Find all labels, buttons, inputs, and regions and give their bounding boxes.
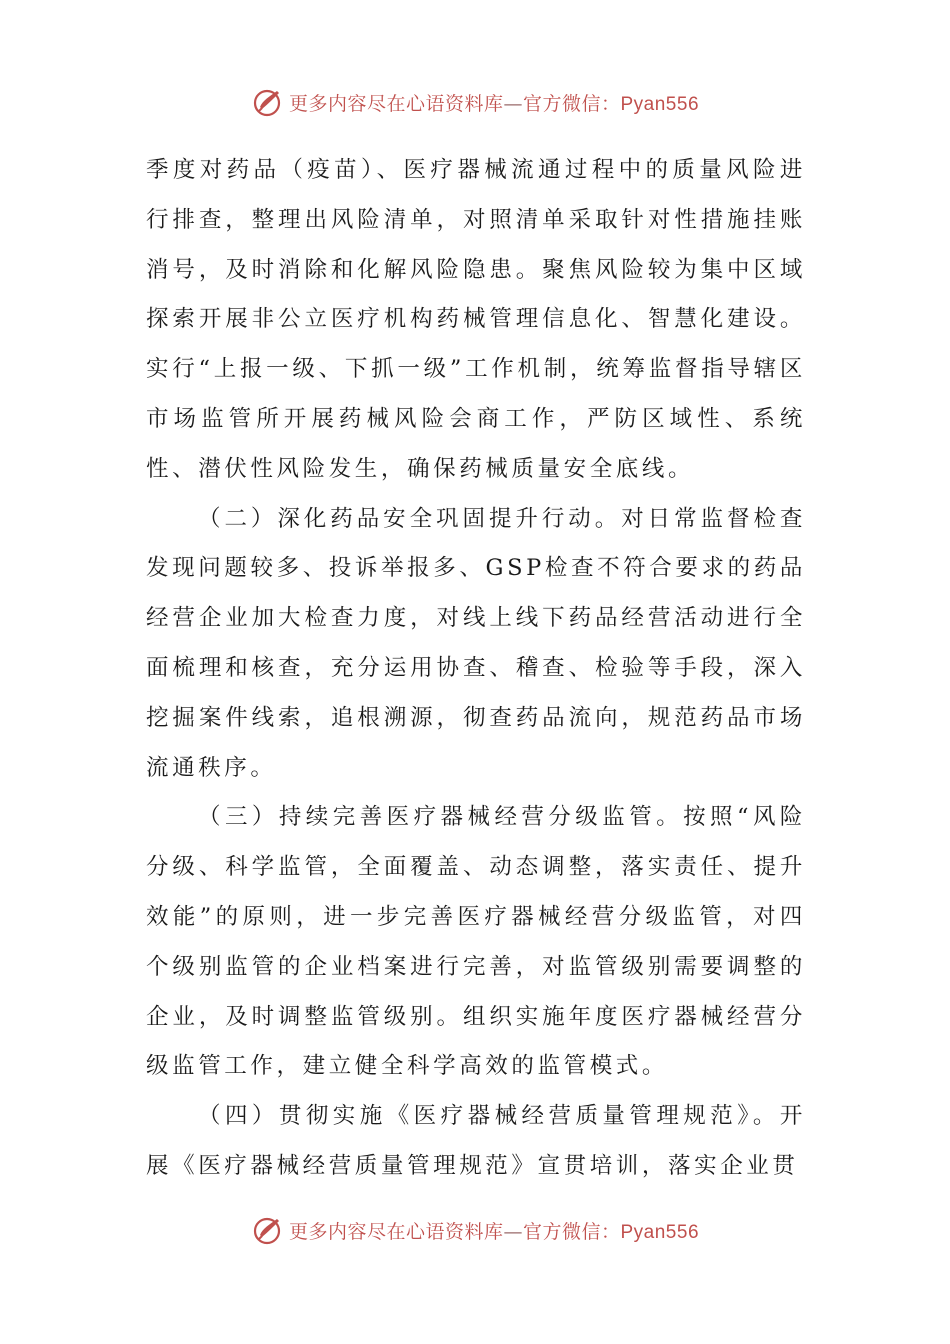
watermark-main-text: 更多内容尽在心语资料库 <box>288 1220 504 1243</box>
watermark-separator: — <box>503 92 523 115</box>
watermark-wechat-id: Pyan556 <box>620 1221 700 1243</box>
watermark-main-text: 更多内容尽在心语资料库 <box>288 92 504 115</box>
header-watermark-banner <box>0 82 950 122</box>
footer-watermark-banner <box>0 1210 950 1250</box>
watermark-wechat-label: 官方微信： <box>522 1220 621 1243</box>
paragraph-4: （四）贯彻实施《医疗器械经营质量管理规范》。开展《医疗器械经营质量管理规范》宣贯培训，落实企业贯 <box>146 1103 806 1179</box>
document-body <box>146 146 806 1192</box>
paragraph-2: （二）深化药品安全巩固提升行动。对日常监督检查发现问题较多、投诉举报多、GSP检查不符合要求的药品经营企业加大检查力度，对线上线下药品经营活动进行全面梳理和核查，充分运用协查、稽查、检验等手段，深入挖掘案件线索，追根溯源，彻查药品流向，规范药品市场流通秩序。 <box>146 505 806 781</box>
paragraph-1: 季度对药品（疫苗）、医疗器械流通过程中的质量风险进行排查，整理出风险清单，对照清单采取针对性措施挂账消号，及时消除和化解风险隐患。聚焦风险较为集中区域探索开展非公立医疗机构药械管理信息化、智慧化建设。实行“上报一级、下抓一级”工作机制，统筹监督指导辖区市场监管所开展药械风险会商工作，严防区域性、系统性、潜伏性风险发生，确保药械质量安全底线。 <box>146 157 806 482</box>
paragraph-3: （三）持续完善医疗器械经营分级监管。按照“风险分级、科学监管，全面覆盖、动态调整，落实责任、提升效能”的原则，进一步完善医疗器械经营分级监管，对四个级别监管的企业档案进行完善，对监管级别需要调整的企业，及时调整监管级别。组织实施年度医疗器械经营分级监管工作，建立健全科学高效的监管模式。 <box>146 804 806 1080</box>
watermark-separator: — <box>503 1220 523 1243</box>
watermark-wechat-label: 官方微信： <box>522 92 621 115</box>
watermark-text <box>289 89 699 116</box>
pen-logo-icon <box>251 85 285 119</box>
pen-logo-icon <box>251 1213 285 1247</box>
watermark-text <box>289 1217 699 1244</box>
watermark-wechat-id: Pyan556 <box>620 93 700 115</box>
